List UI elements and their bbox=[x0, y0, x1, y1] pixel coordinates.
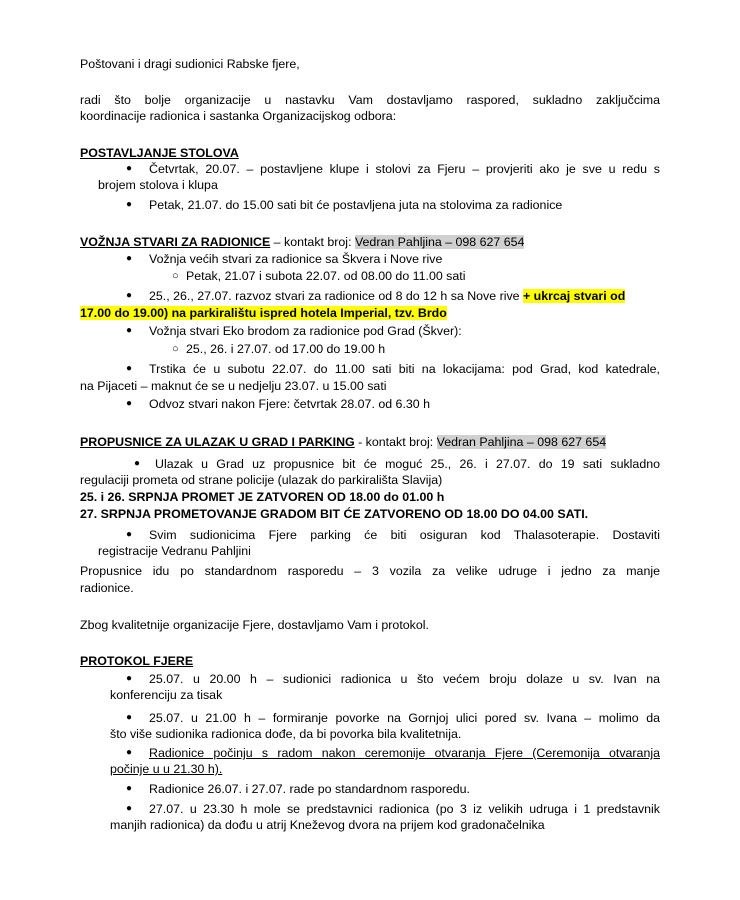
heading-protokol-fjere: PROTOKOL FJERE bbox=[80, 654, 194, 668]
s2-item-2-plain: 25., 26., 27.07. razvoz stvari za radionice od 8 do 12 h sa Nove rive bbox=[149, 289, 523, 303]
bullet-icon: ● bbox=[126, 747, 133, 758]
s3-paragraph-line-1: Propusnice idu po standardnom rasporedu – 3 vozila za velike udruge i jedno za manje bbox=[80, 564, 660, 578]
s2-item-1-sub: Petak, 21.07 i subota 22.07. od 08.00 do 11.00 sati bbox=[186, 269, 466, 283]
s4-item-2-line-2: što više sudionika radionica dođe, da bi povorka bila kvalitetnija. bbox=[110, 727, 462, 741]
s4-item-1-line-2: konferenciju za tisak bbox=[110, 688, 223, 702]
bullet-icon: ● bbox=[126, 163, 133, 174]
s2-item-2-highlight-2: 17.00 do 19.00) na parkiralištu ispred hotela Imperial, tzv. Brdo bbox=[80, 306, 447, 320]
s2-contact-label: – kontakt broj: bbox=[270, 235, 355, 249]
s2-item-3: Vožnja stvari Eko brodom za radionice pod Grad (Škver): bbox=[149, 324, 462, 338]
s3-bold-notice-2: 27. SRPNJA PROMETOVANJE GRADOM BIT ĆE ZATVORENO OD 18.00 DO 04.00 SATI. bbox=[80, 507, 589, 521]
s2-contact-highlight: Vedran Pahljina – 098 627 654 bbox=[354, 235, 525, 249]
s4-item-5-line-1: 27.07. u 23.30 h mole se predstavnici radionica (po 3 iz velikih udruga i 1 predstavnik bbox=[149, 802, 660, 816]
circle-bullet-icon: ○ bbox=[172, 343, 179, 355]
greeting: Poštovani i dragi sudionici Rabske fjere, bbox=[80, 57, 300, 71]
bullet-icon: ● bbox=[126, 529, 133, 540]
bullet-icon: ● bbox=[126, 325, 133, 336]
s1-item-1-line-2: brojem stolova i klupa bbox=[98, 178, 218, 192]
s2-item-2-line-2 bbox=[80, 305, 447, 321]
s4-item-3-line-1: Radionice počinju s radom nakon ceremonije otvaranja Fjere (Ceremonija otvaranja bbox=[149, 746, 660, 760]
s3-contact-highlight: Vedran Pahljina – 098 627 654 bbox=[436, 435, 607, 449]
heading-postavljanje-stolova: POSTAVLJANJE STOLOVA bbox=[80, 146, 239, 160]
s3-item-2-line-1: Svim sudionicima Fjere parking će biti osiguran kod Thalasoterapie. Dostaviti bbox=[149, 528, 660, 542]
s3-paragraph-line-2: radionice. bbox=[80, 581, 134, 595]
s4-item-1-line-1: 25.07. u 20.00 h – sudionici radionica u što većem broju dolaze u sv. Ivan na bbox=[149, 672, 660, 686]
s2-item-2-highlight-1: + ukrcaj stvari od bbox=[523, 289, 626, 303]
bullet-icon: ● bbox=[126, 783, 133, 794]
bullet-icon: ● bbox=[126, 290, 133, 301]
s2-item-2-line-1 bbox=[149, 288, 625, 304]
intro-line-1: radi što bolje organizacije u nastavku Vam dostavljamo raspored, sukladno zaključcima bbox=[80, 93, 660, 107]
bullet-icon: ● bbox=[126, 712, 133, 723]
s3-item-1-line-2: regulaciji prometa od strane policije (ulazak do parkirališta Slavija) bbox=[80, 473, 443, 487]
s2-item-1: Vožnja većih stvari za radionice sa Škvera i Nove rive bbox=[149, 252, 443, 266]
bullet-icon: ● bbox=[126, 199, 133, 210]
s4-item-5-line-2: manjih radionica) da dođu u atrij Kneževog dvora na prijem kod gradonačelnika bbox=[110, 818, 545, 832]
s4-item-4: Radionice 26.07. i 27.07. rade po standardnom rasporedu. bbox=[149, 782, 470, 796]
s2-item-4-line-1: Trstika će u subotu 22.07. do 11.00 sati biti na lokacijama: pod Grad, kod katedrale, bbox=[149, 362, 660, 376]
bullet-icon: ● bbox=[126, 363, 133, 374]
s3-item-1-line-1: Ulazak u Grad uz propusnice bit će moguć 25., 26. i 27.07. do 19 sati sukladno bbox=[155, 457, 660, 471]
bullet-icon: ● bbox=[126, 803, 133, 814]
s2-item-4-line-2: na Pijaceti – maknut će se u nedjelju 23.07. u 15.00 sati bbox=[80, 379, 387, 393]
s2-item-3-sub: 25., 26. i 27.07. od 17.00 do 19.00 h bbox=[186, 342, 386, 356]
protocol-note: Zbog kvalitetnije organizacije Fjere, dostavljamo Vam i protokol. bbox=[80, 618, 429, 632]
heading-voznja-stvari: VOŽNJA STVARI ZA RADIONICE bbox=[80, 235, 271, 249]
s3-contact-label: - kontakt broj: bbox=[354, 435, 437, 449]
bullet-icon: ● bbox=[126, 673, 133, 684]
s1-item-1-line-1: Četvrtak, 20.07. – postavljene klupe i stolovi za Fjeru – provjeriti ako je sve u redu s bbox=[149, 162, 660, 176]
s2-heading-line bbox=[80, 234, 524, 250]
s4-item-3-line-2: počinje u u 21.30 h). bbox=[110, 762, 223, 776]
bullet-icon: ● bbox=[126, 398, 133, 409]
s3-item-2-line-2: registracije Vedranu Pahljini bbox=[98, 544, 251, 558]
heading-propusnice: PROPUSNICE ZA ULAZAK U GRAD I PARKING bbox=[80, 435, 355, 449]
s3-heading-line bbox=[80, 434, 606, 450]
s1-item-2: Petak, 21.07. do 15.00 sati bit će postavljena juta na stolovima za radionice bbox=[149, 198, 563, 212]
s2-item-5: Odvoz stvari nakon Fjere: četvrtak 28.07. od 6.30 h bbox=[149, 397, 431, 411]
s3-bold-notice-1: 25. i 26. SRPNJA PROMET JE ZATVOREN OD 18.00 do 01.00 h bbox=[80, 490, 445, 504]
circle-bullet-icon: ○ bbox=[172, 270, 179, 282]
intro-line-2: koordinacije radionica i sastanka Organizacijskog odbora: bbox=[80, 109, 397, 123]
bullet-icon: ● bbox=[134, 458, 141, 469]
bullet-icon: ● bbox=[126, 253, 133, 264]
s4-item-2-line-1: 25.07. u 21.00 h – formiranje povorke na Gornjoj ulici pored sv. Ivana – molimo da bbox=[149, 711, 660, 725]
